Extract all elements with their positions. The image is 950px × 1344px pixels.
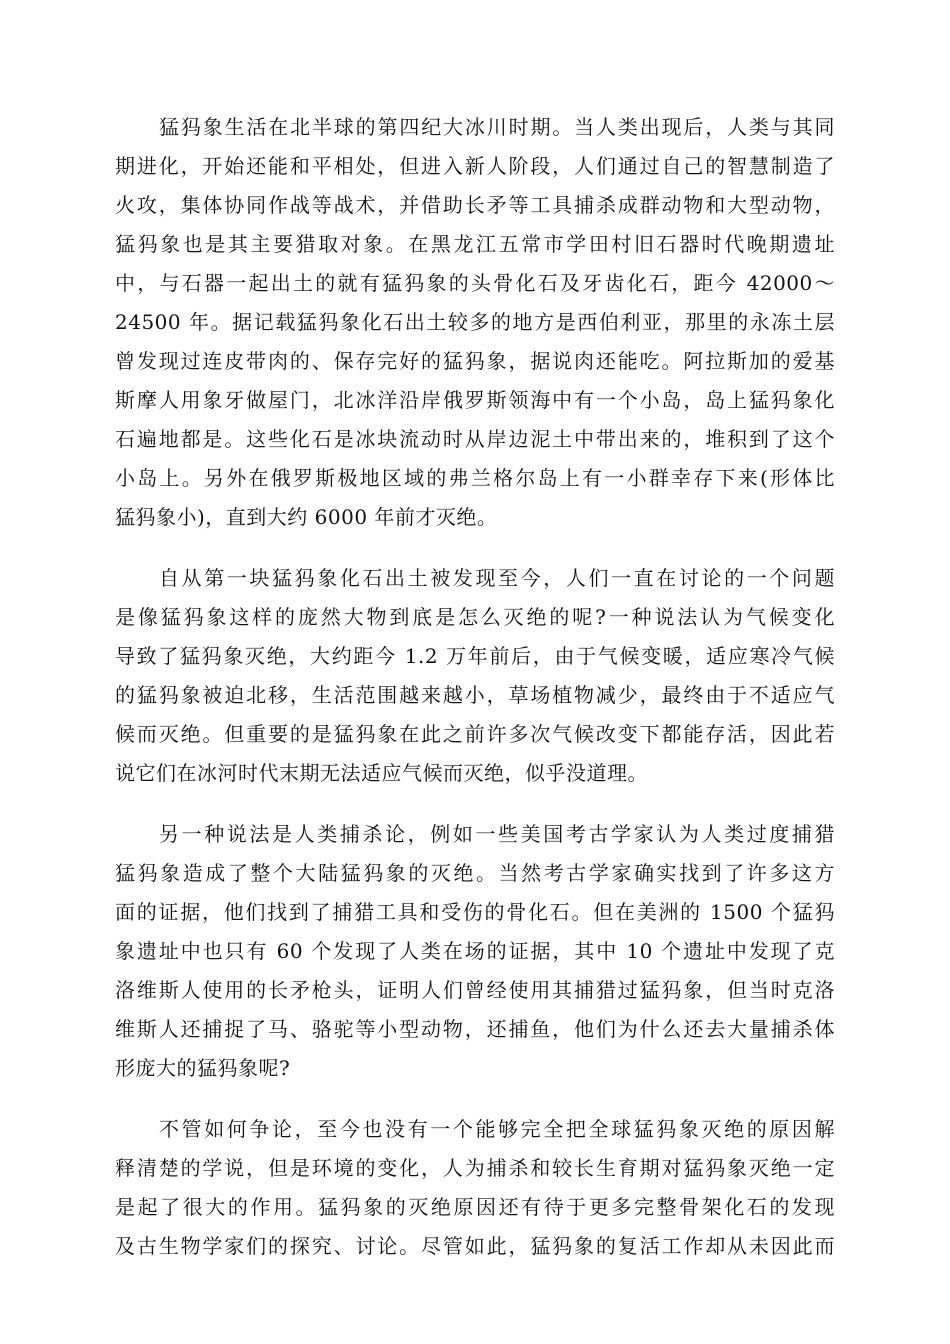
text-line: 导致了猛犸象灭绝，大约距今 1.2 万年前后，由于气候变暖，适应寒冷气候 (115, 644, 835, 668)
paragraph-4 (115, 1110, 835, 1266)
paragraph-2 (115, 559, 835, 793)
text-line: 是像猛犸象这样的庞然大物到底是怎么灭绝的呢?一种说法认为气候变化 (115, 605, 835, 629)
text-line: 猛犸象造成了整个大陆猛犸象的灭绝。当然考古学家确实找到了许多这方 (115, 861, 835, 885)
text-line: 小岛上。另外在俄罗斯极地区域的弗兰格尔岛上有一小群幸存下来(形体比 (115, 466, 835, 490)
text-line: 斯摩人用象牙做屋门，北冰洋沿岸俄罗斯领海中有一个小岛，岛上猛犸象化 (115, 388, 835, 412)
text-line: 是起了很大的作用。猛犸象的灭绝原因还有待于更多完整骨架化石的发现 (115, 1195, 835, 1219)
text-line: 说它们在冰河时代末期无法适应气候而灭绝，似乎没道理。 (115, 761, 648, 785)
text-line: 候而灭绝。但重要的是猛犸象在此之前许多次气候改变下都能存活，因此若 (115, 722, 835, 746)
text-line: 释清楚的学说，但是环境的变化，人为捕杀和较长生育期对猛犸象灭绝一定 (115, 1156, 835, 1180)
text-line: 形庞大的猛犸象呢? (115, 1056, 291, 1080)
text-line: 象遗址中也只有 60 个发现了人类在场的证据，其中 10 个遗址中发现了克 (115, 939, 835, 963)
text-line: 不管如何争论，至今也没有一个能够完全把全球猛犸象灭绝的原因解 (159, 1117, 835, 1141)
text-line: 及古生物学家们的探究、讨论。尽管如此，猛犸象的复活工作却从未因此而 (115, 1234, 835, 1258)
text-line: 洛维斯人使用的长矛枪头，证明人们曾经使用其捕猎过猛犸象，但当时克洛 (115, 978, 835, 1002)
text-line: 的猛犸象被迫北移，生活范围越来越小，草场植物减少，最终由于不适应气 (115, 683, 835, 707)
text-line: 自从第一块猛犸象化石出土被发现至今，人们一直在讨论的一个问题 (159, 566, 835, 590)
document-page (115, 108, 835, 1288)
text-line: 猛犸象也是其主要猎取对象。在黑龙江五常市学田村旧石器时代晚期遗址 (115, 232, 835, 256)
text-line: 另一种说法是人类捕杀论，例如一些美国考古学家认为人类过度捕猎 (159, 822, 835, 846)
paragraph-3 (115, 815, 835, 1088)
paragraph-1 (115, 108, 835, 537)
text-line: 中，与石器一起出土的就有猛犸象的头骨化石及牙齿化石，距今 42000～ (115, 271, 835, 295)
text-line: 火攻，集体协同作战等战术，并借助长矛等工具捕杀成群动物和大型动物， (115, 193, 835, 217)
text-line: 维斯人还捕捉了马、骆驼等小型动物，还捕鱼，他们为什么还去大量捕杀体 (115, 1017, 835, 1041)
text-line: 猛犸象小)，直到大约 6000 年前才灭绝。 (115, 505, 498, 529)
text-line: 猛犸象生活在北半球的第四纪大冰川时期。当人类出现后，人类与其同 (159, 115, 835, 139)
text-line: 期进化，开始还能和平相处，但进入新人阶段，人们通过自己的智慧制造了 (115, 154, 835, 178)
text-line: 曾发现过连皮带肉的、保存完好的猛犸象，据说肉还能吃。阿拉斯加的爱基 (115, 349, 835, 373)
text-line: 24500 年。据记载猛犸象化石出土较多的地方是西伯利亚，那里的永冻土层 (115, 310, 835, 334)
text-line: 石遍地都是。这些化石是冰块流动时从岸边泥土中带出来的，堆积到了这个 (115, 427, 835, 451)
text-line: 面的证据，他们找到了捕猎工具和受伤的骨化石。但在美洲的 1500 个猛犸 (115, 900, 835, 924)
